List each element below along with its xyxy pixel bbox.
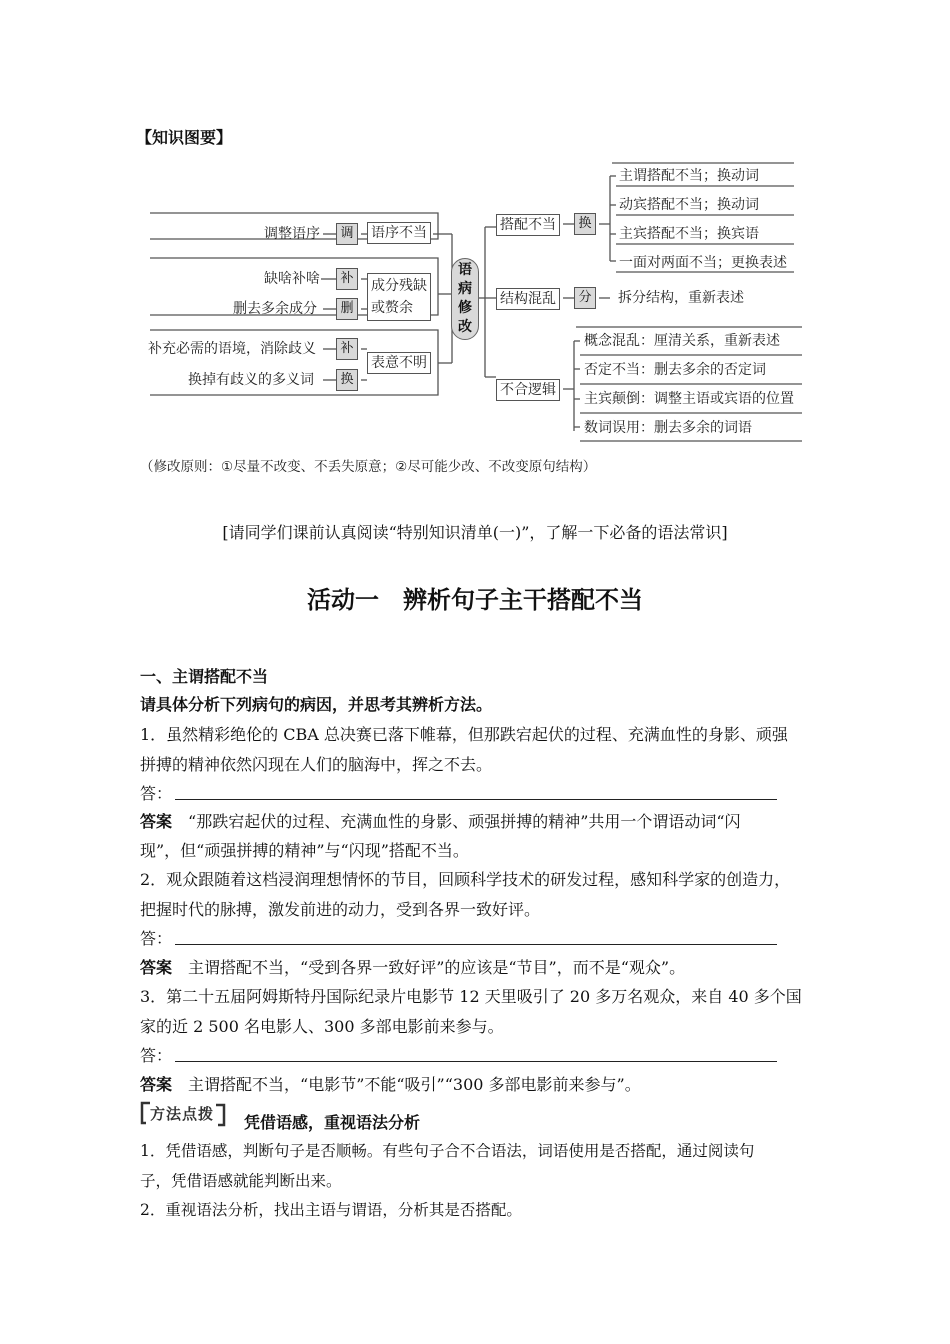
logic-item: 数词误用：删去多余的词语 [584, 420, 752, 436]
activity-title: 活动一 辨析句子主干搭配不当 [307, 586, 643, 614]
question-2-line-1: 2．观众跟随着这档浸润理想情怀的节目，回顾科学技术的研发过程，感知科学家的创造力， [140, 870, 791, 889]
lack-item: 缺啥补啥 [264, 271, 320, 287]
center-char: 语 [458, 262, 472, 278]
logic-item: 否定不当：删去多余的否定词 [584, 362, 766, 378]
mismatch-category: 搭配不当 [496, 214, 560, 236]
question-1-line-1: 1．虽然精彩绝伦的 CBA 总决赛已落下帷幕，但那跌宕起伏的过程、充满血性的身影、顽强 [140, 725, 788, 744]
answer-3-text: 主谓搭配不当，“电影节”不能“吸引”“300 多部电影前来参与”。 [172, 1075, 641, 1094]
question-1-line-2: 拼搏的精神依然闪现在人们的脑海中，挥之不去。 [140, 755, 493, 774]
section-heading: 一、主谓搭配不当 [140, 667, 269, 686]
method-tag [140, 1101, 226, 1127]
ambiguous-item: 换掉有歧义的多义词 [188, 372, 314, 388]
method-point-2: 2．重视语法分析，找出主语与谓语，分析其是否搭配。 [140, 1201, 522, 1219]
question-3-line-1: 3．第二十五届阿姆斯特丹国际纪录片电影节 12 天里吸引了 20 多万名观众，来自 40 多个国 [140, 987, 802, 1006]
component-category-line1: 成分残缺 [371, 278, 427, 294]
adjust-action-box: 调 [336, 223, 358, 245]
center-char: 改 [458, 319, 472, 335]
answer-2-line-1 [140, 955, 685, 978]
answer-blank-3[interactable] [175, 1061, 777, 1062]
context-item: 补充必需的语境，消除歧义 [148, 341, 316, 357]
center-char: 修 [458, 300, 472, 316]
method-point-1-line-1: 1．凭借语感，判断句子是否顺畅。有些句子合不合语法，词语使用是否搭配，通过阅读句 [140, 1142, 755, 1160]
center-node [451, 258, 479, 340]
adjust-order-item: 调整语序 [264, 226, 320, 242]
logic-category: 不合逻辑 [496, 379, 560, 401]
answer-1-line-2: 现”，但“顽强拼搏的精神”与“闪现”搭配不当。 [140, 841, 469, 860]
context-action-box: 补 [336, 338, 358, 360]
word-order-category: 语序不当 [367, 222, 431, 244]
instruction: 请具体分析下列病句的病因，并思考其辨析方法。 [140, 695, 493, 714]
mismatch-item: 一面对两面不当；更换表述 [619, 255, 787, 271]
answer-1-line-1 [140, 809, 741, 832]
unclear-meaning-category: 表意不明 [367, 352, 431, 374]
split-action-box: 分 [574, 287, 596, 309]
mismatch-item: 主谓搭配不当；换动词 [619, 168, 759, 184]
question-2-line-2: 把握时代的脉搏，激发前进的动力，受到各界一致好评。 [140, 900, 541, 919]
structure-category: 结构混乱 [496, 288, 560, 310]
component-category [367, 273, 431, 321]
structure-item: 拆分结构，重新表述 [618, 290, 744, 306]
question-3-line-2: 家的近 2 500 名电影人、300 多部电影前来参与。 [140, 1017, 504, 1036]
revision-principle: （修改原则：①尽量不改变、不丢失原意；②尽可能少改、不改变原句结构） [140, 459, 597, 475]
mind-map [140, 155, 810, 455]
redundant-item: 删去多余成分 [233, 301, 317, 317]
method-tag-label: 方法点拨 [150, 1105, 215, 1123]
mismatch-action-box: 换 [574, 213, 596, 235]
reading-note: [请同学们课前认真阅读“特别知识清单(一)”，了解一下必备的语法常识] [222, 523, 728, 542]
answer-prompt: 答： [140, 1046, 173, 1065]
answer-label: 答案 [140, 812, 173, 831]
answer-2-text: 主谓搭配不当，“受到各界一致好评”的应该是“节目”，而不是“观众”。 [172, 958, 686, 977]
method-title: 凭借语感，重视语法分析 [244, 1113, 421, 1132]
answer-blank-1[interactable] [175, 799, 777, 800]
logic-item: 概念混乱：厘清关系，重新表述 [584, 333, 780, 349]
knowledge-map-title: 【知识图要】 [136, 128, 233, 147]
answer-label: 答案 [140, 958, 173, 977]
mismatch-item: 动宾搭配不当；换动词 [619, 197, 759, 213]
answer-3-line-1 [140, 1072, 641, 1095]
answer-blank-2[interactable] [175, 944, 777, 945]
method-point-1-line-2: 子，凭借语感就能判断出来。 [140, 1172, 342, 1190]
answer-1-text: “那跌宕起伏的过程、充满血性的身影、顽强拼搏的精神”共用一个谓语动词“闪 [172, 812, 741, 831]
answer-prompt: 答： [140, 929, 173, 948]
component-category-line2: 或赘余 [371, 300, 413, 316]
mismatch-item: 主宾搭配不当；换宾语 [619, 226, 759, 242]
center-char: 病 [458, 281, 472, 297]
delete-action-box: 删 [336, 298, 358, 320]
answer-label: 答案 [140, 1075, 173, 1094]
replace-action-box: 换 [336, 369, 358, 391]
supplement-action-box: 补 [336, 268, 358, 290]
logic-item: 主宾颠倒：调整主语或宾语的位置 [584, 391, 794, 407]
answer-prompt: 答： [140, 784, 173, 803]
